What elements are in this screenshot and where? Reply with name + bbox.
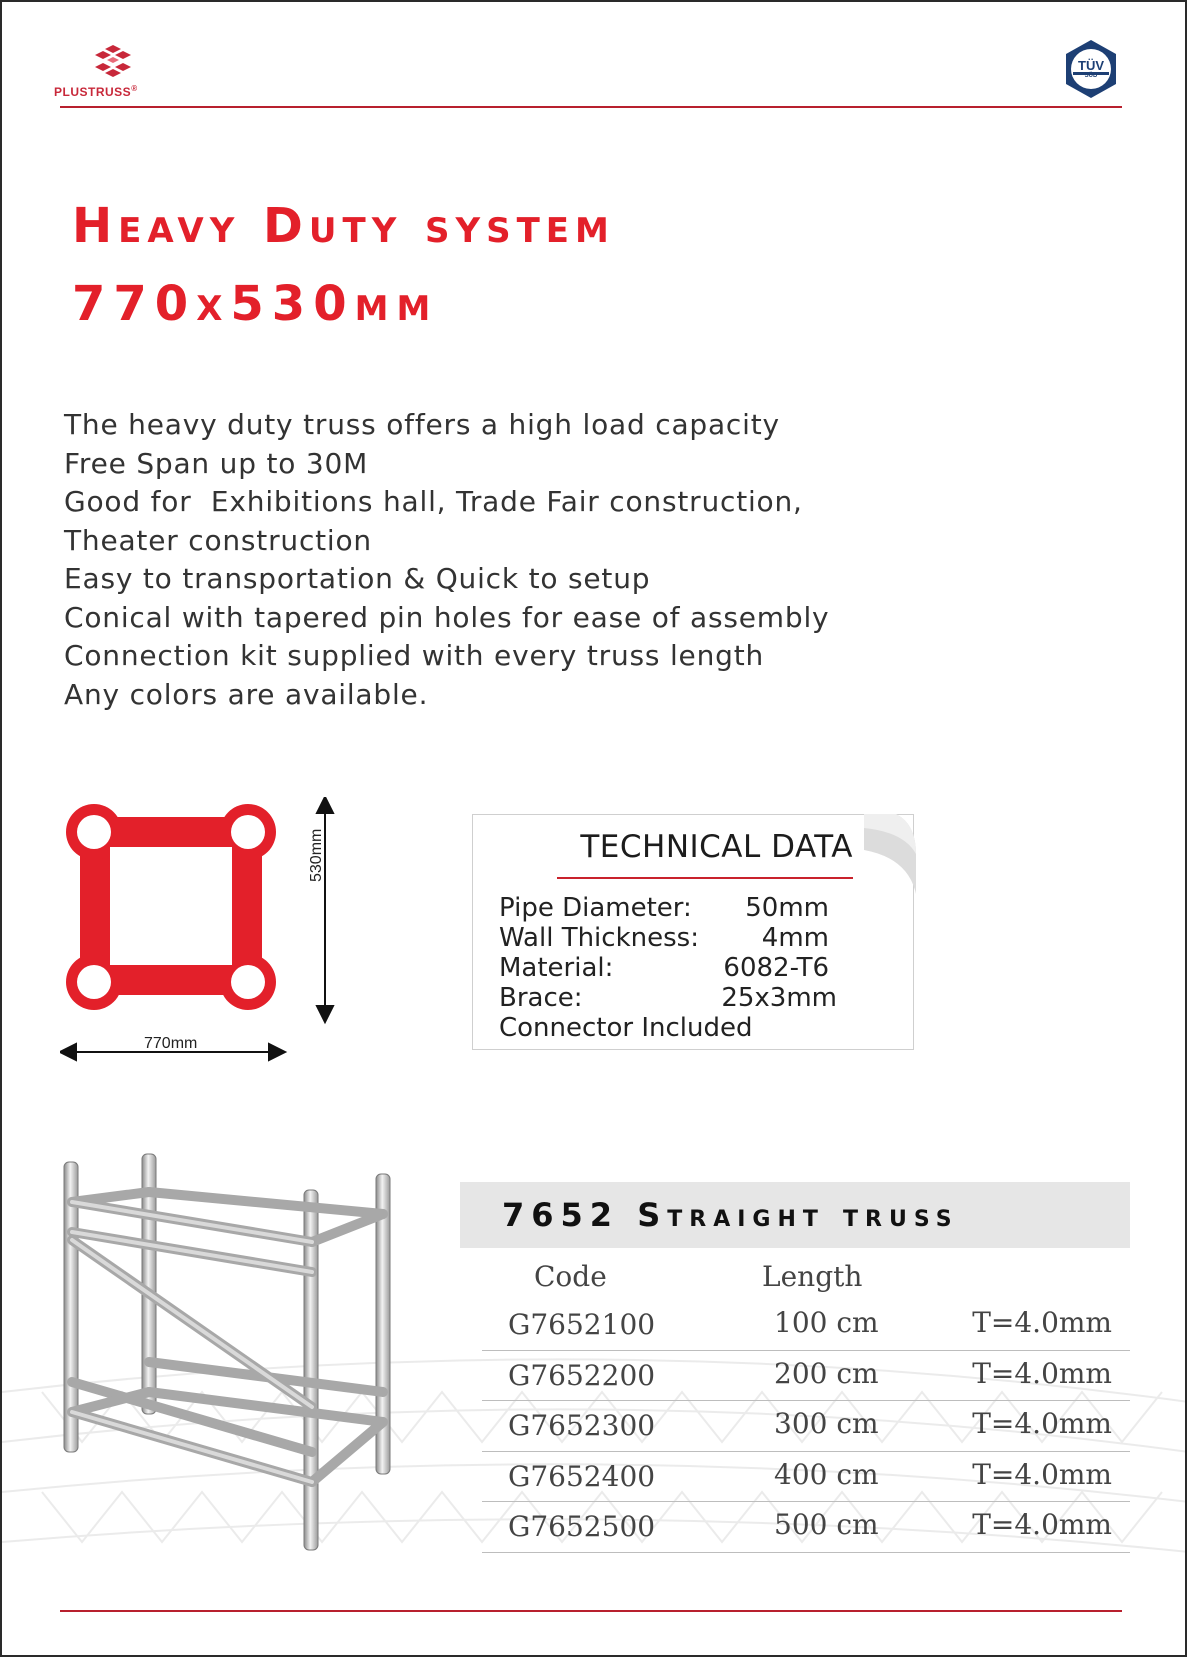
technical-data-rule <box>557 877 853 879</box>
product-length: 400 cm <box>774 1457 879 1491</box>
product-length: 200 cm <box>774 1356 879 1390</box>
product-thickness: T=4.0mm <box>972 1508 1112 1541</box>
brand-text: PLUSTRUSS <box>54 85 132 99</box>
product-table-header <box>460 1182 1130 1248</box>
feature-item: The heavy duty truss offers a high load capacity <box>64 408 780 441</box>
feature-item: Connection kit supplied with every truss length <box>64 639 765 672</box>
tech-value: 25x3mm <box>721 983 837 1013</box>
registered-mark: ® <box>131 84 138 93</box>
width-dimension-label: 770mm <box>144 1035 198 1052</box>
footer-rule <box>60 1610 1122 1612</box>
page-title: Heavy Duty system <box>72 198 615 254</box>
tech-row-brace <box>499 983 859 1013</box>
product-thickness: T=4.0mm <box>972 1306 1112 1339</box>
technical-data-card <box>472 814 914 1050</box>
header-rule <box>60 106 1122 108</box>
brand-logo <box>54 44 184 104</box>
brand-name <box>54 84 184 99</box>
product-table <box>482 1300 1130 1553</box>
tuv-text: TÜV <box>1078 58 1104 73</box>
column-header-code: Code <box>534 1260 607 1293</box>
tech-row-pipe-diameter <box>499 893 859 923</box>
page-curl-decoration <box>864 814 916 894</box>
table-row <box>482 1452 1130 1503</box>
tech-value: 50mm <box>745 893 829 923</box>
tech-value: 6082-T6 <box>723 953 829 983</box>
brand-mark-icon <box>92 44 134 82</box>
technical-data-title: TECHNICAL DATA <box>580 829 853 865</box>
technical-data-rows <box>499 893 859 1043</box>
height-dimension-label: 530mm <box>308 828 325 882</box>
product-thickness: T=4.0mm <box>972 1356 1112 1390</box>
product-code: G7652100 <box>508 1308 656 1341</box>
straight-truss-photo <box>42 1152 422 1572</box>
column-header-length: Length <box>762 1260 863 1293</box>
product-code: G7652200 <box>508 1358 656 1392</box>
feature-item: Free Span up to 30M <box>64 446 369 480</box>
product-length: 300 cm <box>774 1407 879 1440</box>
product-title: 7652 Straight truss <box>502 1196 959 1234</box>
tech-label: Connector Included <box>499 1013 753 1043</box>
tech-label: Wall Thickness: <box>499 923 699 953</box>
feature-item: Any colors are available. <box>64 677 429 711</box>
tech-label: Pipe Diameter: <box>499 893 692 923</box>
table-row <box>482 1401 1130 1452</box>
product-code: G7652500 <box>508 1510 656 1543</box>
feature-list <box>64 406 964 714</box>
tech-row-wall-thickness <box>499 923 859 953</box>
tech-row-material <box>499 953 859 983</box>
tech-row-connector <box>499 1013 859 1043</box>
feature-item: Conical with tapered pin holes for ease of assembly <box>64 600 830 634</box>
table-row <box>482 1351 1130 1402</box>
feature-item: Easy to transportation & Quick to setup <box>64 562 651 595</box>
product-code: G7652300 <box>508 1409 656 1442</box>
product-length: 500 cm <box>774 1508 879 1541</box>
product-code: G7652400 <box>508 1459 656 1493</box>
product-thickness: T=4.0mm <box>972 1457 1112 1491</box>
feature-item: Theater construction <box>64 523 372 557</box>
table-row <box>482 1502 1130 1553</box>
tech-value: 4mm <box>761 923 829 953</box>
tech-label: Brace: <box>499 983 583 1013</box>
tech-label: Material: <box>499 953 614 983</box>
table-row <box>482 1300 1130 1351</box>
tuv-sub-text: SÜD <box>1084 73 1098 79</box>
tuv-certification-badge <box>1060 38 1122 100</box>
page-subtitle-dimensions: 770x530mm <box>72 276 439 332</box>
feature-item: Good for Exhibitions hall, Trade Fair construction, <box>64 485 803 518</box>
product-thickness: T=4.0mm <box>972 1407 1112 1440</box>
product-length: 100 cm <box>774 1306 879 1339</box>
